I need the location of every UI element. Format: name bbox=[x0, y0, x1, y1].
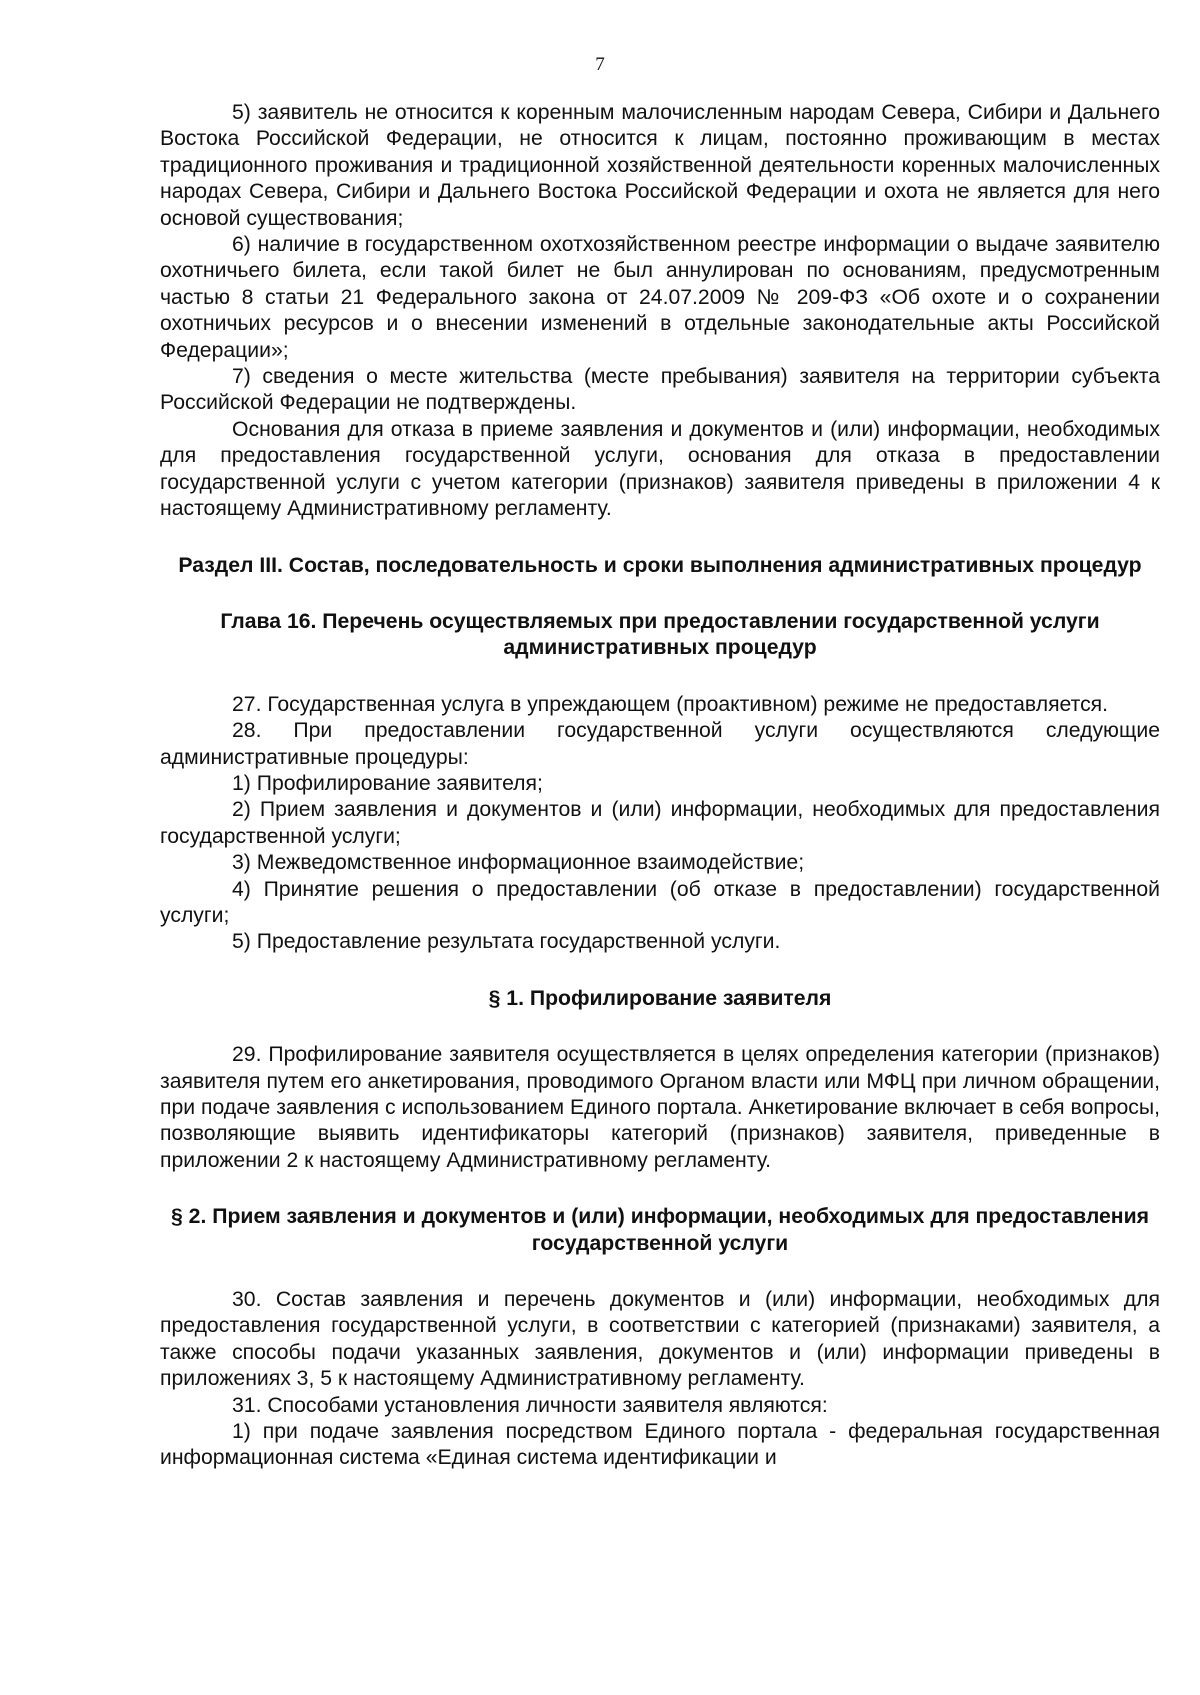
chapter-16-heading: Глава 16. Перечень осуществляемых при предоставлении государственной услуги административных процедур bbox=[220, 609, 1100, 660]
list-item-28-1: 1) Профилирование заявителя; bbox=[232, 771, 543, 795]
paragraph-refusal-7: 7) сведения о месте жительства (месте пребывания) заявителя на территории субъекта Российской Федерации не подтверждены. bbox=[160, 365, 1160, 415]
list-item-28-2: 2) Прием заявления и документов и (или) информации, необходимых для предоставления государственной услуги; bbox=[160, 798, 1160, 848]
list-item-31-1: 1) при подаче заявления посредством Единого портала - федеральная государственная информационная система «Единая система идентификации и bbox=[160, 1420, 1160, 1470]
paragraph-refusal-5: 5) заявитель не относится к коренным малочисленным народам Севера, Сибири и Дальнего Востока Российской Федерации, не относится к лицам, постоянно проживающим в местах традиционного проживания и традиционной хозяйственной деятельности коренных малочисленных народах Севера, Сибири и Дальнего Востока Российской Федерации и охота не является для него основой существования; bbox=[160, 101, 1160, 230]
list-item-28-5: 5) Предоставление результата государственной услуги. bbox=[232, 930, 781, 954]
document-body bbox=[160, 100, 1160, 1472]
section-3-heading: Раздел III. Состав, последовательность и сроки выполнения административных процедур bbox=[178, 553, 1142, 577]
list-item-28-3: 3) Межведомственное информационное взаимодействие; bbox=[232, 851, 805, 875]
paragraph-30: 30. Состав заявления и перечень документов и (или) информации, необходимых для предоставления государственной услуги, в соответствии с категорией (признаками) заявителя, а также способы подачи указанных заявления, документов и (или) информации приведены в приложениях 3, 5 к настоящему Административному регламенту. bbox=[160, 1288, 1160, 1391]
page-number: 7 bbox=[595, 54, 605, 75]
paragraph-2-heading: § 2. Прием заявления и документов и (или) информации, необходимых для предоставления государственной услуги bbox=[171, 1205, 1149, 1255]
paragraph-27: 27. Государственная услуга в упреждающем (проактивном) режиме не предоставляется. bbox=[232, 692, 1109, 716]
paragraph-28: 28. При предоставлении государственной услуги осуществляются следующие административные процедуры: bbox=[160, 719, 1160, 769]
paragraph-1-heading: § 1. Профилирование заявителя bbox=[488, 986, 832, 1010]
paragraph-refusal-6: 6) наличие в государственном охотхозяйственном реестре информации о выдаче заявителю охотничьего билета, если такой билет не был аннулирован по основаниям, предусмотренным частью 8 статьи 21 Федерального закона от 24.07.2009 № 209-ФЗ «Об охоте и о сохранении охотничьих ресурсов и о внесении изменений в отдельные законодательные акты Российской Федерации»; bbox=[160, 233, 1160, 362]
paragraph-31: 31. Способами установления личности заявителя являются: bbox=[232, 1393, 828, 1417]
list-item-28-4: 4) Принятие решения о предоставлении (об отказе в предоставлении) государственной услуги; bbox=[160, 877, 1160, 927]
paragraph-refusal-grounds: Основания для отказа в приеме заявления и документов и (или) информации, необходимых для предоставления государственной услуги, основания для отказа в предоставлении государственной услуги с учетом категории (признаков) заявителя приведены в приложении 4 к настоящему Административному регламенту. bbox=[160, 417, 1160, 521]
paragraph-29: 29. Профилирование заявителя осуществляется в целях определения категории (признаков) заявителя путем его анкетирования, проводимого Органом власти или МФЦ при личном обращении, при подаче заявления с использованием Единого портала. Анкетирование включает в себя вопросы, позволяющие выявить идентификаторы категорий (признаков) заявителя, приведенные в приложении 2 к настоящему Административному регламенту. bbox=[160, 1043, 1160, 1172]
